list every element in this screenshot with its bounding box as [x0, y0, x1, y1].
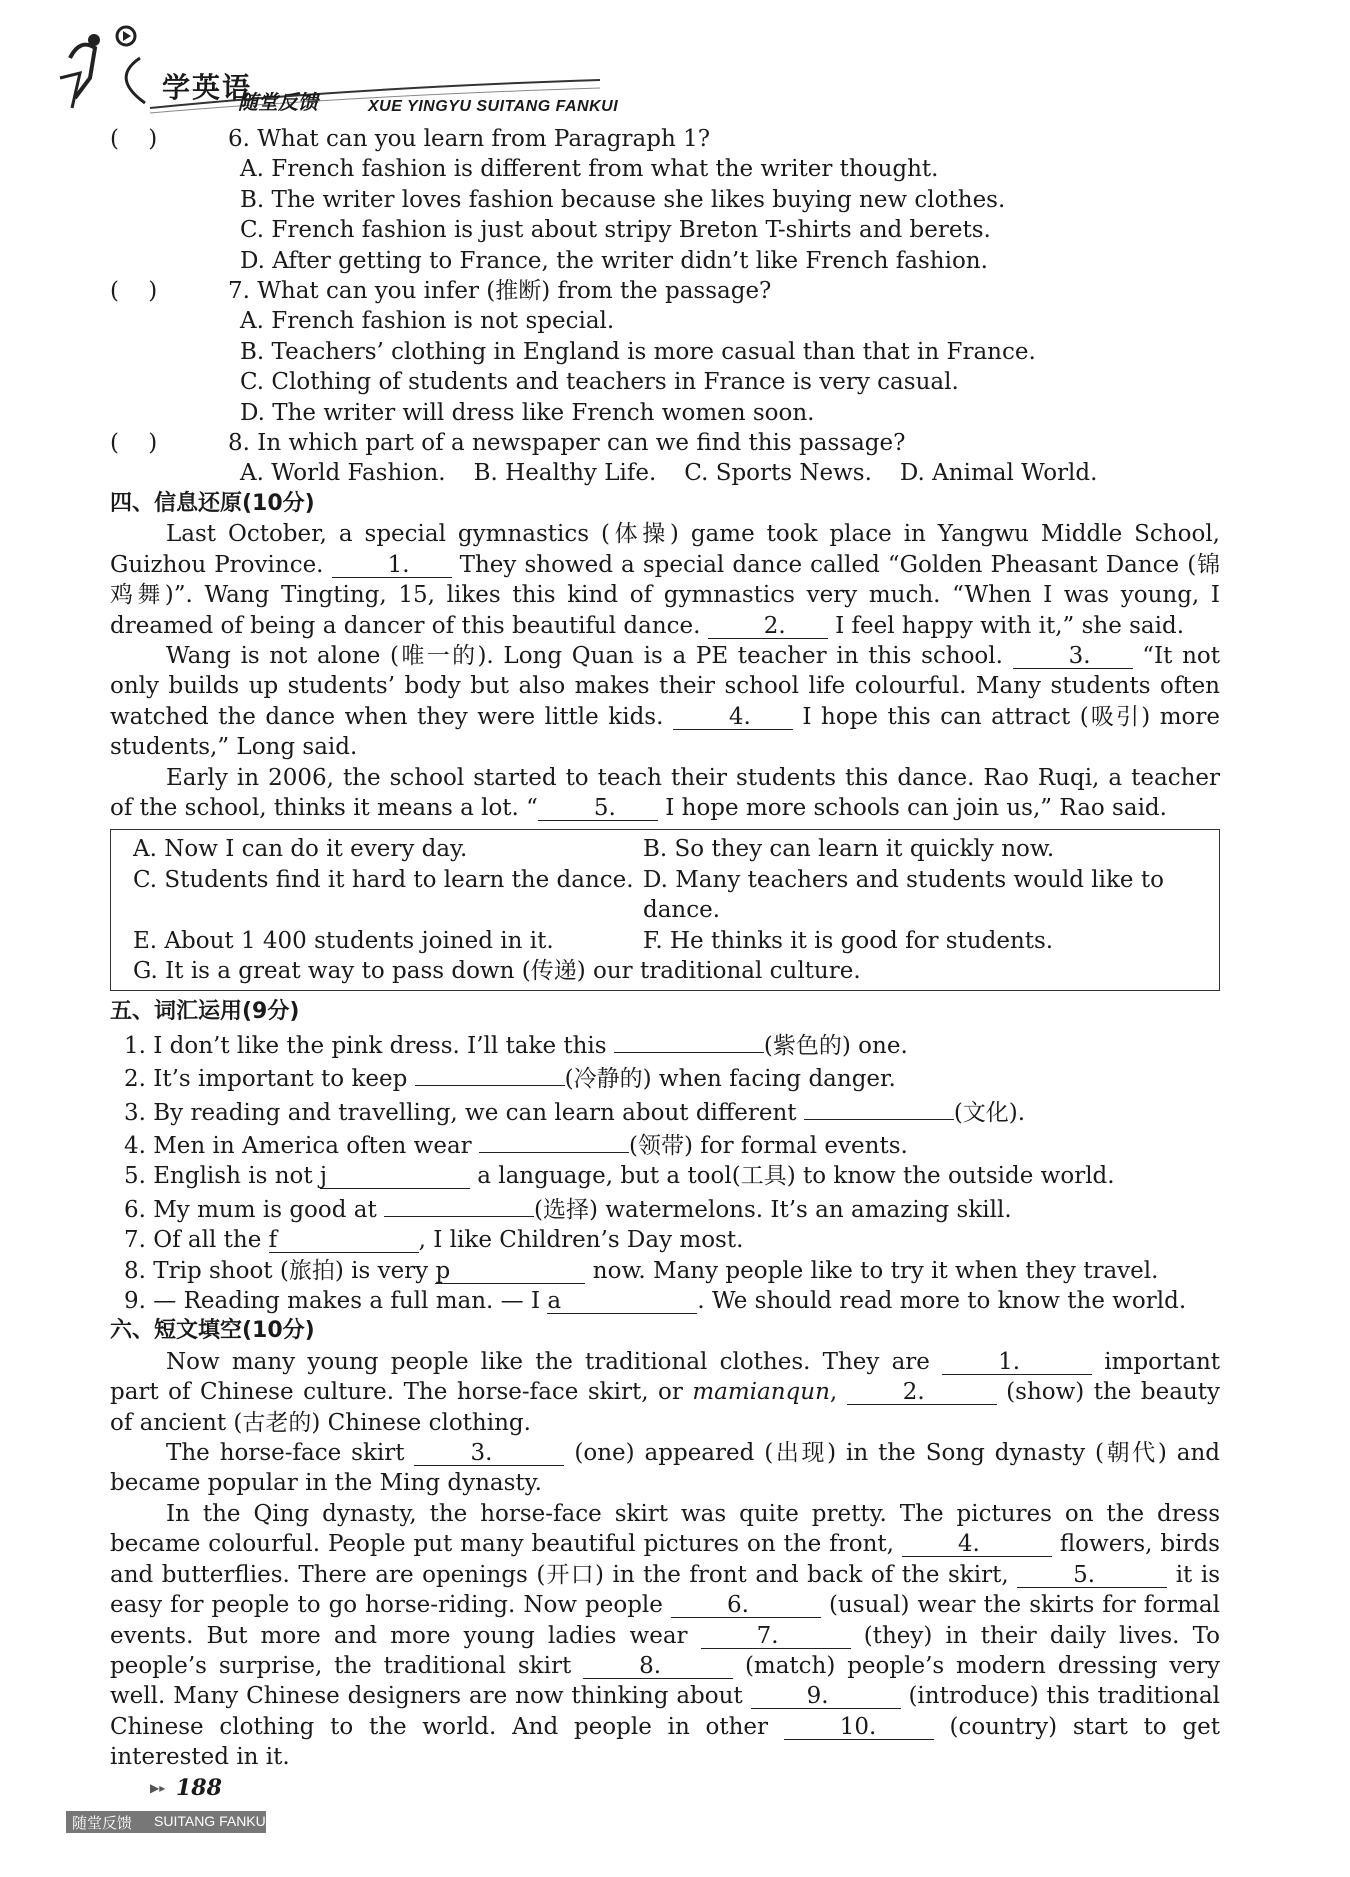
answer-blank-2[interactable]: 2.: [847, 1380, 997, 1405]
answer-blank-3[interactable]: 3.: [1013, 644, 1133, 669]
option: D. Animal World.: [899, 460, 1098, 487]
option: E. About 1 400 students joined in it.: [133, 927, 554, 954]
option: A. French fashion is not special.: [240, 308, 615, 335]
answer-blank-7[interactable]: 7.: [701, 1624, 851, 1649]
section-4-title: 四、信息还原(10分): [110, 490, 315, 516]
footer-label-en: SUITANG FANKUI: [154, 1813, 270, 1829]
option: C. Students find it hard to learn the dance.: [133, 866, 634, 893]
answer-paren[interactable]: ( ): [110, 278, 158, 305]
answer-blank-1[interactable]: 1.: [942, 1350, 1092, 1375]
option: B. Teachers’ clothing in England is more casual than that in France.: [240, 338, 1036, 365]
answer-blank[interactable]: [614, 1028, 764, 1053]
page-footer: [66, 1775, 366, 1845]
page-header: [50, 18, 650, 118]
question-8: [110, 428, 1220, 489]
page-number: 188: [176, 1775, 222, 1801]
options-box: [110, 829, 1220, 991]
answer-blank-3[interactable]: 3.: [414, 1441, 564, 1466]
vocab-item: 3. By reading and travelling, we can learn about different (文化).: [110, 1095, 1220, 1128]
option: A. French fashion is different from what the writer thought.: [240, 156, 939, 183]
option: F. He thinks it is good for students.: [643, 927, 1054, 954]
option: D. After getting to France, the writer didn’t like French fashion.: [240, 247, 988, 274]
answer-blank-8[interactable]: 8.: [583, 1654, 733, 1679]
answer-blank-6[interactable]: 6.: [671, 1593, 821, 1618]
answer-blank-4[interactable]: 4.: [902, 1532, 1052, 1557]
answer-blank-5[interactable]: 5.: [1017, 1563, 1167, 1588]
option: C. Clothing of students and teachers in France is very casual.: [240, 369, 959, 396]
vocab-list: [110, 1028, 1220, 1317]
brand-subtitle: 随堂反馈: [238, 90, 318, 114]
section-5-title: 五、词汇运用(9分): [110, 999, 300, 1025]
answer-blank-4[interactable]: 4.: [673, 705, 793, 730]
section-6-title: 六、短文填空(10分): [110, 1318, 315, 1344]
answer-blank-10[interactable]: 10.: [784, 1715, 934, 1740]
footer-label-cn: 随堂反馈: [72, 1814, 133, 1832]
answer-blank[interactable]: f: [269, 1228, 419, 1253]
section-4-paragraph-1: Last October, a special gymnastics (体操) game took place in Yangwu Middle School, Guizhou Province. 1. They showed a special dance called “Golden Pheasant Dance (锦鸡舞)”. Wang Tingting, 15, likes this kind of gymnastics very much. “When I was young, I dreamed of being a dancer of this beautiful dance. 2. I feel happy with it,” she said.: [110, 521, 1220, 639]
answer-paren[interactable]: ( ): [110, 126, 158, 152]
vocab-item: 7. Of all the f , I like Children’s Day most.: [124, 1227, 744, 1254]
option: B. The writer loves fashion because she likes buying new clothes.: [240, 186, 1006, 213]
section-4-paragraph-3: Early in 2006, the school started to teach their students this dance. Rao Ruqi, a teacher of the school, thinks it means a lot. “ 5. I hope more schools can join us,” Rao said.: [110, 764, 1220, 821]
option: C. French fashion is just about stripy Breton T-shirts and berets.: [240, 217, 991, 244]
section-4-paragraph-2: Wang is not alone (唯一的). Long Quan is a PE teacher in this school. 3. “It not only builds up students’ body but also makes their school life colourful. Many students often watched the dance when they were little kids. 4. I hope this can attract (吸引) more students,” Long said.: [110, 642, 1220, 761]
answer-blank[interactable]: p: [435, 1259, 585, 1284]
option: G. It is a great way to pass down (传递) our traditional culture.: [133, 957, 861, 984]
vocab-item: 5. English is not j a language, but a tool(工具) to know the outside world.: [124, 1163, 1115, 1190]
section-6-paragraph-2: The horse-face skirt 3. (one) appeared (出现) in the Song dynasty (朝代) and became popular in the Ming dynasty.: [110, 1440, 1220, 1497]
section-6-paragraph-3: In the Qing dynasty, the horse-face skirt was quite pretty. The pictures on the dress became colourful. People put many beautiful pictures on the front, 4. flowers, birds and butterflies. There are openings (开口) in the front and back of the skirt, 5. it is easy for people to go horse-riding. Now people 6. (usual) wear the skirts for formal events. But more and more young ladies wear 7. (they) in their daily lives. To people’s surprise, the traditional skirt 8. (match) people’s modern dressing very well. Many Chinese designers are now thinking about 9. (introduce) this traditional Chinese clothing to the world. And people in other 10. (country) start to get interested in it.: [110, 1500, 1221, 1771]
answer-blank[interactable]: [415, 1061, 565, 1086]
answer-blank[interactable]: [479, 1128, 629, 1153]
vocab-item: 8. Trip shoot (旅拍) is very p now. Many people like to try it when they travel.: [124, 1257, 1159, 1284]
option: A. World Fashion.: [240, 460, 446, 487]
question-6: [110, 124, 1220, 276]
question-stem: 6. What can you learn from Paragraph 1?: [228, 126, 711, 152]
answer-blank-9[interactable]: 9.: [751, 1684, 901, 1709]
option: D. The writer will dress like French women soon.: [240, 399, 815, 426]
option: D. Many teachers and students would like to dance.: [643, 866, 1164, 924]
option: A. Now I can do it every day.: [133, 836, 468, 863]
page-content: [110, 124, 1220, 1773]
answer-blank[interactable]: [804, 1095, 954, 1120]
option: B. Healthy Life.: [473, 460, 657, 487]
answer-blank-5[interactable]: 5.: [538, 796, 658, 821]
vocab-item: 1. I don’t like the pink dress. I’ll take this (紫色的) one.: [110, 1028, 1220, 1061]
answer-blank-2[interactable]: 2.: [708, 614, 828, 639]
section-6-paragraph-1: Now many young people like the traditional clothes. They are 1. important part of Chinese culture. The horse-face skirt, or mamianqun, 2. (show) the beauty of ancient (古老的) Chinese clothing.: [110, 1348, 1220, 1436]
vocab-item: 4. Men in America often wear (领带) for formal events.: [110, 1128, 1220, 1161]
vocab-item: 9. — Reading makes a full man. — I a . We should read more to know the world.: [124, 1288, 1187, 1315]
vocab-item: 2. It’s important to keep (冷静的) when facing danger.: [110, 1061, 1220, 1094]
vocab-item: 6. My mum is good at (选择) watermelons. It’s an amazing skill.: [110, 1192, 1220, 1225]
question-stem: 8. In which part of a newspaper can we find this passage?: [228, 430, 906, 457]
answer-paren[interactable]: ( ): [110, 430, 158, 457]
question-stem: 7. What can you infer (推断) from the passage?: [228, 278, 772, 305]
question-7: [110, 276, 1220, 428]
answer-blank[interactable]: [384, 1192, 534, 1217]
answer-blank[interactable]: j: [320, 1164, 470, 1189]
brand-title: 学英语: [162, 71, 253, 104]
answer-blank-1[interactable]: 1.: [332, 553, 452, 578]
brand-pinyin: XUE YINGYU SUITANG FANKUI: [368, 98, 619, 115]
option: B. So they can learn it quickly now.: [643, 836, 1055, 863]
arrow-icon: ▶▸: [150, 1781, 166, 1795]
answer-blank[interactable]: a: [547, 1289, 697, 1314]
option: C. Sports News.: [684, 460, 872, 487]
